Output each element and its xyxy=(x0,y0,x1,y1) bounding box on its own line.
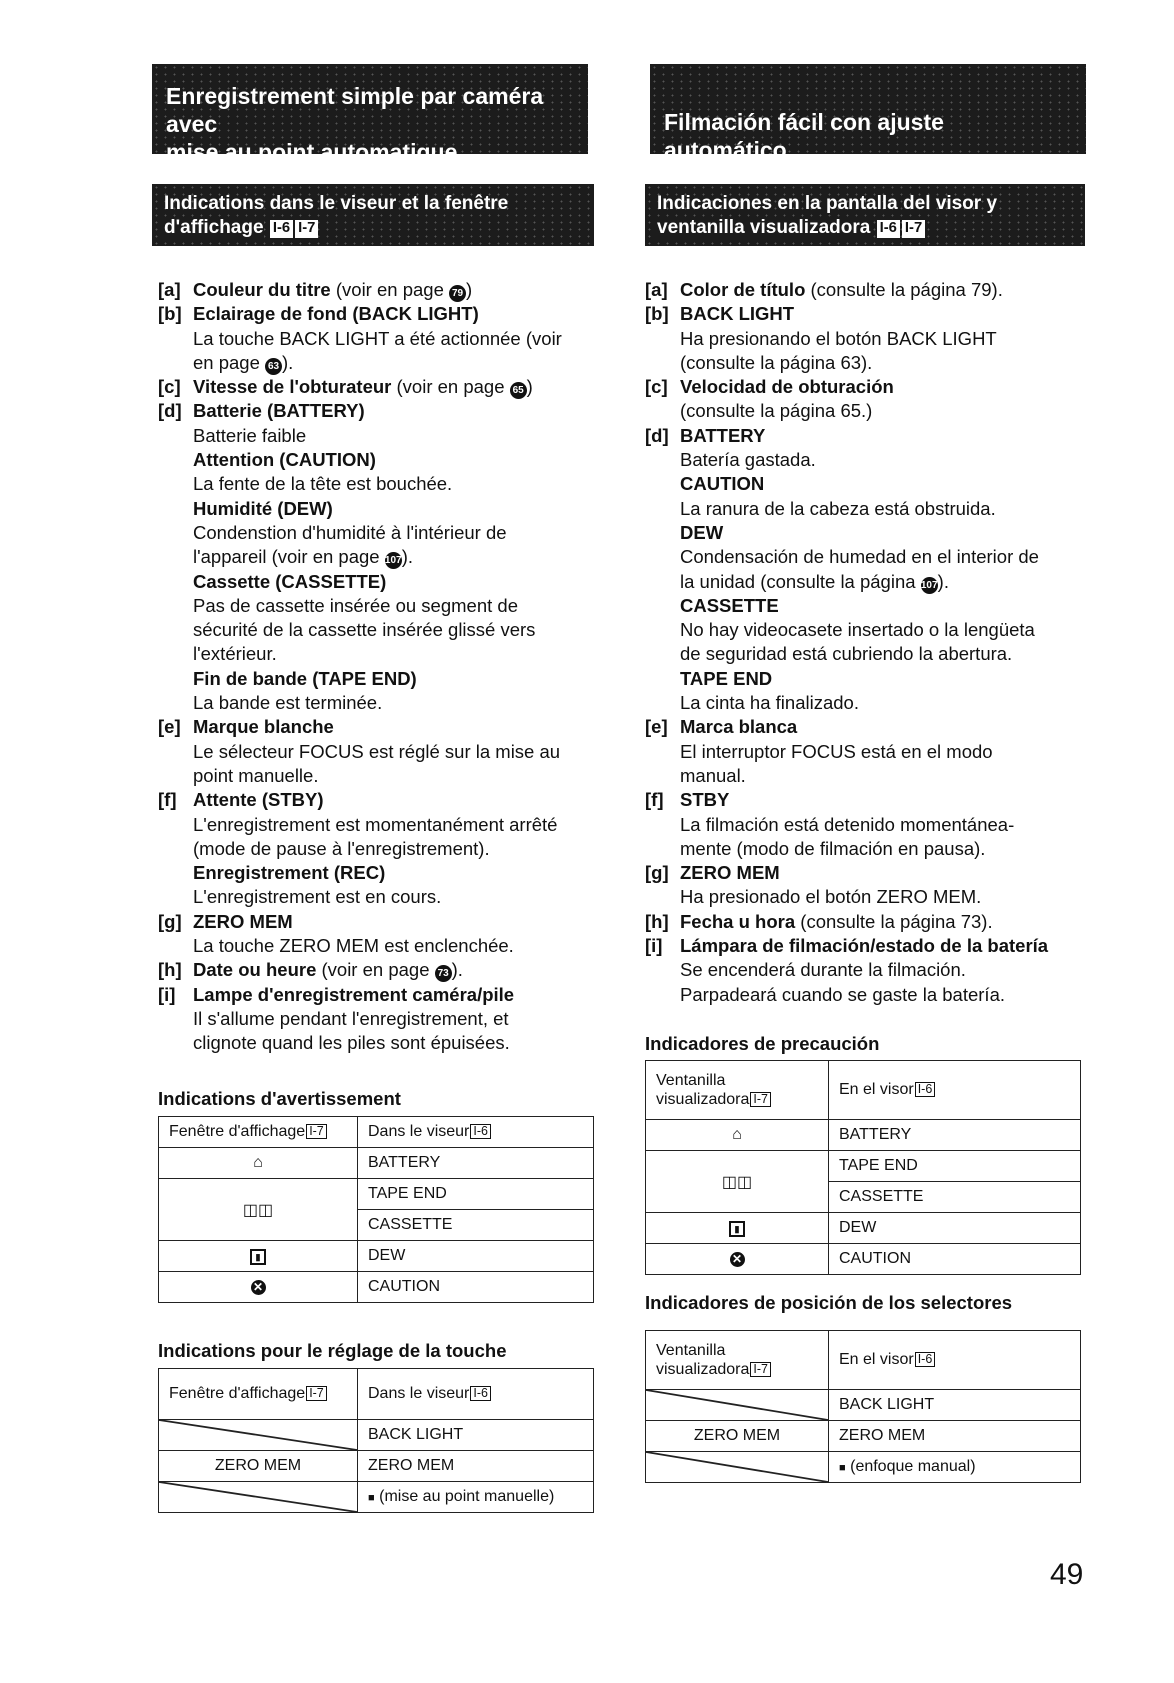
es-caution-cell: CAUTION xyxy=(829,1244,1081,1275)
fr-g-title: ZERO MEM xyxy=(193,910,293,932)
fr-b-text: La touche BACK LIGHT a été actionnée (voir xyxy=(193,327,562,349)
es-c-text: (consulte la página 65.) xyxy=(680,400,873,422)
fr-subtitle-banner xyxy=(152,184,594,246)
fr-label-g: [g] xyxy=(158,910,182,932)
battery-icon: ⌂ xyxy=(646,1120,829,1151)
es-pos-h1a: Ventanilla xyxy=(656,1342,726,1359)
page-ref-79: 79 xyxy=(449,285,466,302)
es-position-col1-header xyxy=(646,1331,829,1390)
fr-c-text: (voir en page xyxy=(391,376,510,398)
es-zero-mem-window-cell: ZERO MEM xyxy=(646,1421,829,1452)
fr-warn-h1: Fenêtre d'affichage xyxy=(169,1123,306,1140)
es-pos-h1b: visualizadora xyxy=(656,1361,750,1378)
fr-focus-cell xyxy=(358,1482,594,1513)
es-dew-text: Condensación de humedad en el interior de xyxy=(680,546,1039,568)
fr-i-title: Lampe d'enregistrement caméra/pile xyxy=(193,983,515,1005)
fr-warning-table xyxy=(158,1116,594,1303)
fr-label-i: [i] xyxy=(158,983,176,1005)
es-dew-cell: DEW xyxy=(829,1213,1081,1244)
es-h-title: Fecha u hora xyxy=(680,910,796,932)
es-dew-title: DEW xyxy=(680,521,724,543)
page-ref-65: 65 xyxy=(510,382,527,399)
es-label-h: [h] xyxy=(645,910,669,932)
square-icon: ■ xyxy=(839,1462,846,1474)
caution-icon xyxy=(159,1272,358,1303)
es-zero-mem-cell: ZERO MEM xyxy=(829,1421,1081,1452)
fr-b-end: ). xyxy=(282,351,294,373)
fr-a-text: (voir en page xyxy=(330,279,449,300)
fr-b-text2: en page xyxy=(193,351,266,373)
fr-touch-col1-header xyxy=(159,1369,358,1420)
es-i-title: Lámpara de filmación/estado de la batería xyxy=(680,935,1049,957)
page-number: 49 xyxy=(1050,1558,1084,1591)
es-focus-note: (enfoque manual) xyxy=(850,1458,976,1475)
ref-i7: I-7 xyxy=(750,1362,771,1377)
fr-d-title: Batterie (BATTERY) xyxy=(193,400,365,422)
es-indications-list xyxy=(645,278,1085,1007)
es-warn-h2: En el visor xyxy=(839,1081,914,1098)
fr-h-text: (voir en page xyxy=(316,959,435,981)
fr-tape-end-text: La bande est terminée. xyxy=(193,692,383,714)
fr-h-title: Date ou heure xyxy=(193,959,317,981)
ref-i6: I-6 xyxy=(270,220,293,238)
fr-cassette-text2: sécurité de la cassette insérée glissé vers xyxy=(193,619,536,641)
es-focus-cell xyxy=(829,1452,1081,1483)
es-position-table xyxy=(645,1330,1081,1483)
fr-a-title: Couleur du titre xyxy=(193,279,331,300)
empty-diagonal-cell xyxy=(646,1390,829,1421)
es-position-heading: Indicadores de posición de los selectores xyxy=(645,1292,1013,1313)
fr-dew-text: Condenstion d'humidité à l'intérieur de xyxy=(193,521,507,543)
ref-i6: I-6 xyxy=(915,1352,936,1367)
fr-rec-title: Enregistrement (REC) xyxy=(193,862,386,884)
es-label-c: [c] xyxy=(645,376,668,398)
es-b-text2: (consulte la página 63). xyxy=(680,351,873,373)
fr-focus-note: (mise au point manuelle) xyxy=(379,1488,555,1505)
es-tape-end-title: TAPE END xyxy=(680,667,773,689)
es-caution-title: CAUTION xyxy=(680,473,765,495)
fr-label-b: [b] xyxy=(158,303,182,325)
fr-h-end: ). xyxy=(451,959,463,981)
es-e-text: El interruptor FOCUS está en el modo xyxy=(680,740,993,762)
fr-subtitle-line1: Indications dans le viseur et la fenêtre xyxy=(164,193,509,214)
fr-touch-col2-header xyxy=(358,1369,594,1420)
page-ref-107: 107 xyxy=(385,552,402,569)
es-tape-end-cell: TAPE END xyxy=(829,1151,1081,1182)
ref-i7: I-7 xyxy=(902,220,925,238)
es-d-text: Batería gastada. xyxy=(680,449,816,471)
fr-caution-title: Attention (CAUTION) xyxy=(193,449,376,471)
es-cassette-text: No hay videocasete insertado o la lengüeta xyxy=(680,619,1035,641)
es-subtitle-banner xyxy=(645,184,1085,246)
es-warning-col2-header xyxy=(829,1061,1081,1120)
es-label-i: [i] xyxy=(645,935,663,957)
es-a-text: (consulte la página 79). xyxy=(805,279,1003,300)
fr-title-line1: Enregistrement simple par caméra avec xyxy=(166,83,544,137)
fr-cassette-title: Cassette (CASSETTE) xyxy=(193,570,387,592)
fr-f-text2: (mode de pause à l'enregistrement). xyxy=(193,837,490,859)
es-subtitle-line2: ventanilla visualizadora xyxy=(657,217,871,238)
fr-label-f: [f] xyxy=(158,789,177,811)
dew-symbol: ▮ xyxy=(729,1221,745,1237)
fr-e-text: Le sélecteur FOCUS est réglé sur la mise au xyxy=(193,740,561,762)
es-label-d: [d] xyxy=(645,424,669,446)
fr-cassette-cell: CASSETTE xyxy=(358,1210,594,1241)
fr-i-text: Il s'allume pendant l'enregistrement, et xyxy=(193,1007,509,1029)
es-c-title: Velocidad de obturación xyxy=(680,376,894,398)
fr-warn-h2: Dans le viseur xyxy=(368,1123,470,1140)
fr-rec-text: L'enregistrement est en cours. xyxy=(193,886,442,908)
fr-warning-col2-header xyxy=(358,1117,594,1148)
page-ref-73: 73 xyxy=(435,965,452,982)
dew-icon xyxy=(159,1241,358,1272)
square-icon: ■ xyxy=(368,1492,375,1504)
es-e-text2: manual. xyxy=(680,764,746,786)
fr-g-text: La touche ZERO MEM est enclenchée. xyxy=(193,935,514,957)
es-cassette-cell: CASSETTE xyxy=(829,1182,1081,1213)
page-ref-107: 107 xyxy=(921,577,938,594)
es-warn-h1a: Ventanilla xyxy=(656,1072,726,1089)
page-ref-63: 63 xyxy=(265,358,282,375)
fr-subtitle-line2: d'affichage xyxy=(164,217,264,238)
es-warning-table xyxy=(645,1060,1081,1275)
ref-i6: I-6 xyxy=(470,1124,491,1139)
fr-dew-title: Humidité (DEW) xyxy=(193,497,333,519)
ref-i6: I-6 xyxy=(470,1386,491,1401)
fr-title-line2: mise au point automatique xyxy=(166,139,458,165)
fr-zero-mem-window-cell: ZERO MEM xyxy=(159,1451,358,1482)
fr-c-title: Vitesse de l'obturateur xyxy=(193,376,392,398)
es-title: Filmación fácil con ajuste automático xyxy=(664,109,944,163)
es-tape-end-text: La cinta ha finalizado. xyxy=(680,692,859,714)
es-cassette-title: CASSETTE xyxy=(680,594,779,616)
fr-touch-table xyxy=(158,1368,594,1513)
fr-d-text: Batterie faible xyxy=(193,424,307,446)
fr-dew-end: ). xyxy=(401,546,414,568)
es-g-title: ZERO MEM xyxy=(680,862,780,884)
ref-i7: I-7 xyxy=(295,220,318,238)
es-label-e: [e] xyxy=(645,716,668,738)
es-label-f: [f] xyxy=(645,789,664,811)
fr-c-end: ) xyxy=(526,376,533,398)
es-f-text: La filmación está detenido momentánea- xyxy=(680,813,1015,835)
es-title-banner xyxy=(650,64,1086,163)
fr-zero-mem-cell: ZERO MEM xyxy=(358,1451,594,1482)
es-a-title: Color de título xyxy=(680,279,806,300)
es-label-a: [a] xyxy=(645,279,668,300)
ref-i6: I-6 xyxy=(877,220,900,238)
es-position-col2-header xyxy=(829,1331,1081,1390)
fr-battery-cell: BATTERY xyxy=(358,1148,594,1179)
es-pos-h2: En el visor xyxy=(839,1351,914,1368)
fr-cassette-text3: l'extérieur. xyxy=(193,643,277,665)
fr-b-title: Eclairage de fond (BACK LIGHT) xyxy=(193,303,479,325)
es-b-text: Ha presionando el botón BACK LIGHT xyxy=(680,327,997,349)
es-dew-text2: la unidad (consulte la página xyxy=(680,570,921,592)
es-g-text: Ha presionado el botón ZERO MEM. xyxy=(680,886,982,908)
tape-icon: ◫◫ xyxy=(159,1179,358,1241)
fr-label-c: [c] xyxy=(158,376,181,398)
fr-dew-cell: DEW xyxy=(358,1241,594,1272)
fr-back-light-cell: BACK LIGHT xyxy=(358,1420,594,1451)
es-subtitle-line1: Indicaciones en la pantalla del visor y xyxy=(657,193,998,214)
es-battery-cell: BATTERY xyxy=(829,1120,1081,1151)
es-cassette-text2: de seguridad está cubriendo la abertura. xyxy=(680,643,1013,665)
empty-diagonal-cell xyxy=(159,1420,358,1451)
fr-touch-h2: Dans le viseur xyxy=(368,1385,470,1402)
fr-indications-list xyxy=(158,278,598,1056)
es-i-text: Se encenderá durante la filmación. xyxy=(680,959,966,981)
caution-icon xyxy=(646,1244,829,1275)
es-h-text: (consulte la página 73). xyxy=(795,910,993,932)
es-e-title: Marca blanca xyxy=(680,716,798,738)
es-warning-col1-header xyxy=(646,1061,829,1120)
es-warning-heading: Indicadores de precaución xyxy=(645,1033,880,1054)
fr-caution-text: La fente de la tête est bouchée. xyxy=(193,473,453,495)
fr-a-end: ) xyxy=(466,279,473,300)
battery-icon: ⌂ xyxy=(159,1148,358,1179)
fr-touch-heading: Indications pour le réglage de la touche xyxy=(158,1340,507,1361)
es-warn-h1b: visualizadora xyxy=(656,1091,750,1108)
fr-cassette-text: Pas de cassette insérée ou segment de xyxy=(193,594,518,616)
caution-symbol: ✕ xyxy=(730,1252,745,1267)
fr-f-text: L'enregistrement est momentanément arrêté xyxy=(193,813,558,835)
tape-icon: ◫◫ xyxy=(646,1151,829,1213)
es-d-title: BATTERY xyxy=(680,424,766,446)
fr-title-banner xyxy=(152,64,588,165)
es-f-text2: mente (modo de filmación en pausa). xyxy=(680,837,986,859)
es-b-title: BACK LIGHT xyxy=(680,303,795,325)
ref-i7: I-7 xyxy=(750,1092,771,1107)
dew-icon xyxy=(646,1213,829,1244)
fr-label-a: [a] xyxy=(158,279,181,300)
fr-touch-h1: Fenêtre d'affichage xyxy=(169,1385,306,1402)
fr-label-e: [e] xyxy=(158,716,181,738)
fr-tape-end-cell: TAPE END xyxy=(358,1179,594,1210)
es-label-g: [g] xyxy=(645,862,669,884)
fr-tape-end-title: Fin de bande (TAPE END) xyxy=(193,667,417,689)
caution-symbol: ✕ xyxy=(251,1280,266,1295)
fr-f-title: Attente (STBY) xyxy=(193,789,324,811)
fr-i-text2: clignote quand les piles sont épuisées. xyxy=(193,1032,510,1054)
es-back-light-cell: BACK LIGHT xyxy=(829,1390,1081,1421)
fr-warning-col1-header xyxy=(159,1117,358,1148)
fr-caution-cell: CAUTION xyxy=(358,1272,594,1303)
fr-label-h: [h] xyxy=(158,959,182,981)
fr-e-text2: point manuelle. xyxy=(193,764,319,786)
fr-label-d: [d] xyxy=(158,400,182,422)
dew-symbol: ▮ xyxy=(250,1249,266,1265)
fr-e-title: Marque blanche xyxy=(193,716,334,738)
ref-i7: I-7 xyxy=(306,1124,327,1139)
fr-dew-text2: l'appareil (voir en page xyxy=(193,546,385,568)
es-caution-text: La ranura de la cabeza está obstruida. xyxy=(680,497,996,519)
fr-warning-heading: Indications d'avertissement xyxy=(158,1088,401,1109)
empty-diagonal-cell xyxy=(646,1452,829,1483)
ref-i6: I-6 xyxy=(915,1082,936,1097)
empty-diagonal-cell xyxy=(159,1482,358,1513)
es-dew-end: ). xyxy=(937,570,949,592)
ref-i7: I-7 xyxy=(306,1386,327,1401)
es-i-text2: Parpadeará cuando se gaste la batería. xyxy=(680,983,1006,1005)
es-f-title: STBY xyxy=(680,789,730,811)
es-label-b: [b] xyxy=(645,303,669,325)
